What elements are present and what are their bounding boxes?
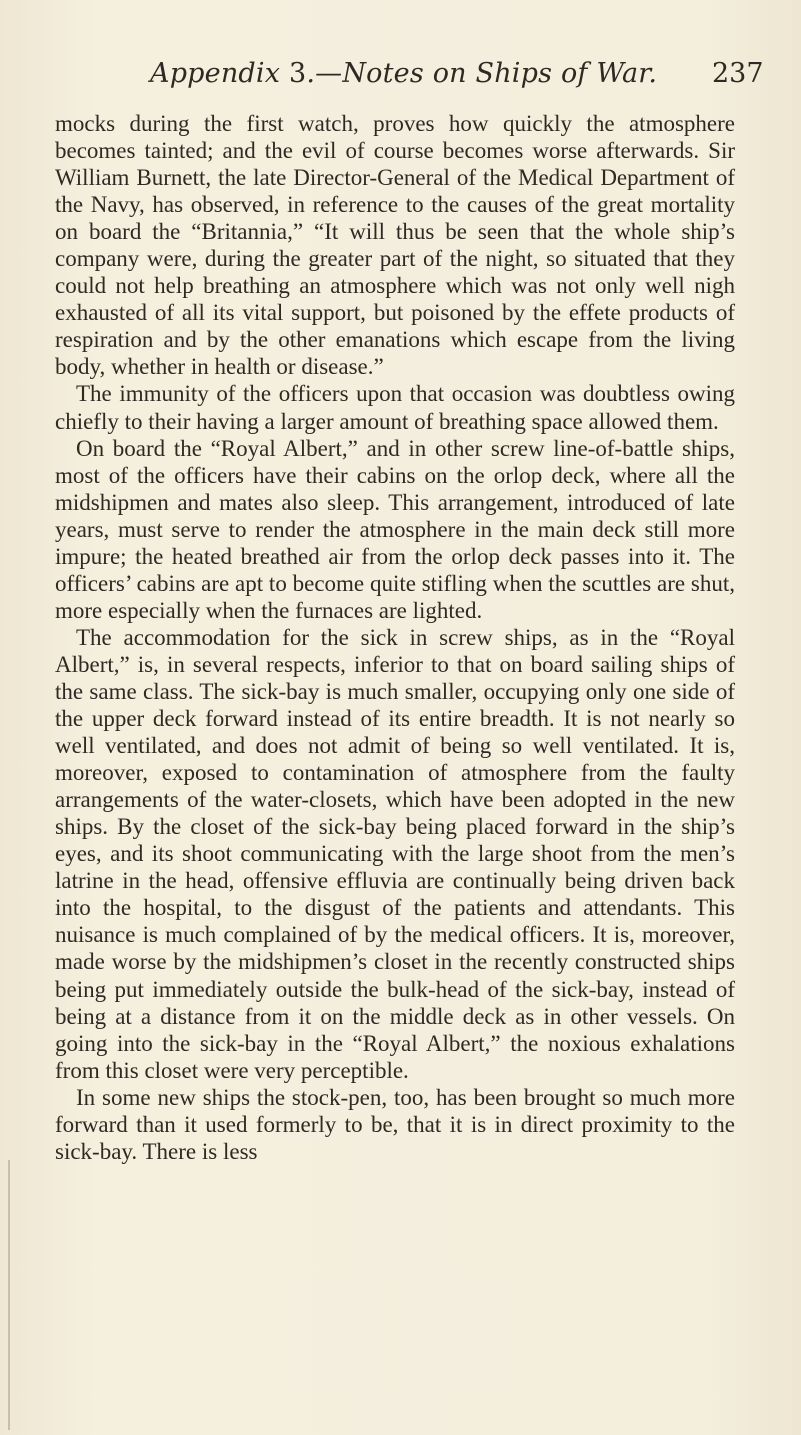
paragraph-royal-albert-cabins: On board the “Royal Albert,” and in other screw line-of-battle ships, most of the officers have their cabins on the orlop deck, where all the midshipmen and mates also sleep. This arrangement, introduced of late years, must serve to render the atmosphere in the main deck still more impure; the heated breathed air from the orlop deck passes into it. The officers’ cabins are apt to become quite stifling when the scuttles are shut, more especially when the furnaces are lighted. bbox=[55, 435, 735, 623]
appendix-number: 3 bbox=[288, 58, 307, 89]
paragraph-sick-accommodation: The accommodation for the sick in screw ships, as in the “Royal Albert,” is, in several respects, inferior to that on board sailing ships of the same class. The sick-bay is much smaller, occupying only one side of the upper deck forward instead of its entire breadth. It is not nearly so well ventilated, and does not admit of being so well ventilated. It is, moreover, exposed to contamination of atmosphere from the faulty arrangements of the water-closets, which have been adopted in the new ships. By the closet of the sick-bay being placed forward in the ship’s eyes, and its shoot communicating with the large shoot from the men’s latrine in the head, offensive effluvia are continually being driven back into the hospital, to the disgust of the patients and attendants. This nuisance is much complained of by the medical officers. It is, moreover, made worse by the midshipmen’s closet in the recently constructed ships being put immediately outside the bulk-head of the sick-bay, instead of being at a distance from it on the middle deck as in other vessels. On going into the sick-bay in the “Royal Albert,” the noxious exhalations from this closet were very perceptible. bbox=[55, 624, 735, 1083]
running-title-suffix: .—Notes on Ships of War. bbox=[306, 58, 658, 89]
page-edge-line bbox=[8, 1160, 10, 1430]
page-header bbox=[0, 58, 801, 98]
page-number: 237 bbox=[712, 58, 764, 89]
running-title bbox=[150, 58, 657, 89]
paragraph-stock-pen: In some new ships the stock-pen, too, has been brought so much more forward than it used formerly to be, that it is in direct proximity to the sick-bay. There is less bbox=[55, 1084, 735, 1164]
running-title-prefix: Appendix bbox=[150, 58, 289, 89]
paragraph-officers-immunity: The immunity of the officers upon that occasion was doubtless owing chiefly to their having a larger amount of breathing space allowed them. bbox=[55, 381, 735, 434]
body-text bbox=[55, 110, 735, 1165]
paragraph-continued: mocks during the first watch, proves how quickly the atmosphere becomes tainted; and the evil of course becomes worse afterwards. Sir William Burnett, the late Director-General of the Medical Department of the Navy, has observed, in reference to the causes of the great mortality on board the “Britannia,” “It will thus be seen that the whole ship’s company were, during the greater part of the night, so situated that they could not help breathing an atmosphere which was not only well nigh exhausted of all its vital support, but poisoned by the effete products of respiration and by the other emanations which escape from the living body, whether in health or disease.” bbox=[55, 111, 735, 380]
